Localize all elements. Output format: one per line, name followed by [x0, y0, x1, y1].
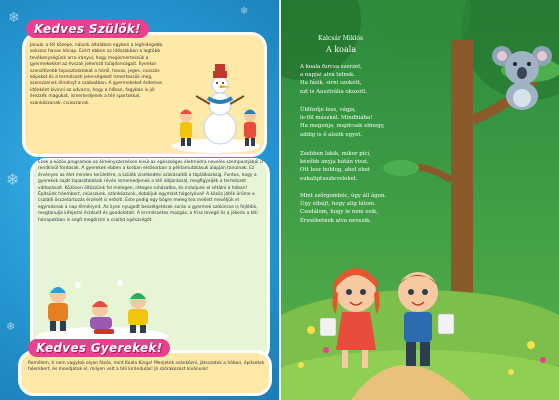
poem-stanza: Üldözője lesz, vágja, le-föl mászkál. Mindhiába! Ha megunja, majdcsak elmegy, addig is ő alszik egyet. — [300, 107, 385, 138]
children-text: Remélem, ti nem vagytok olyan fázós, mint Koala Kinga! Menjetek szánkózni, játsszatok a hóban, építsetek hóembert, és mondjátok el, milyen volt a téli kirándulás! Jó szórakozást kívánunk! — [28, 361, 265, 373]
snowman-children-illustration — [170, 58, 262, 153]
poem-author: Kalcsár Miklós — [318, 35, 364, 42]
poem-stanza: Mint szőrgombóc, úgy áll ágon. Úgy elbújt, hogy alig látom. Csodálom, hogy le nem esik, Érzsébetnek alva nevezik. — [300, 193, 387, 224]
activity-text: Ezek a közös programok az élményszerzésen kívül az egészséges életmódra nevelés szempontjából is rendkívül fontosak. A gyerekek ebben a korban elsősorban a példamutatásuk alapján tanulnak. Ez érvényes az élet minden területére, a szülők viselkedési szokásaitól a táplálkozásig. Fontos, hogy a gyerekek saját tapasztalataik révén ismerkedjenek a téli időjárással, megfigyeljék a természet változásait. Közösen öltözzünk fel melegen, réteges ruházatba, és induljunk el sétálni a hóban! Építsünk hóembert, csússzunk, szánkózzunk, dobáljuk egymást hógolyóval! A közös játék öröme a családi összetartozás érzését is erősíti. Este pedig egy bögre meleg tea mellett meséljük el egymásnak a nap élményeit. Az ilyen nyugodt beszélgetések során a gyermek szókincse is fejlődik, megtanulja kifejezni érzéseit és gondolatait. A természetes mozgás, a friss levegő és a jókedv a téli hónapokban is segít megőrizni a család egészségét. — [38, 160, 264, 223]
children-heading: Kedves Gyerekek! — [28, 339, 170, 357]
koala-illustration — [492, 42, 552, 112]
poem-stanza: A koala furcsa szerzet, a napjai alva telnek. Ha fázik, sírni szokott, ezt is Ausztrália okozott. — [300, 64, 368, 95]
parents-text: Január a tél közepe, nálunk általában egyben a leghidegebb, sokszor havas hónap. Ezért ebben az időszakban a legtöbb tevékenységünk arra irányul, hogy megismertessük a gyermekekkel az évszak jellemző tulajdonságait. Ilyenkor szenzitívebb tapasztalatokat a hóról, havas, jeges, csúszós képeket és a természeti jelenségeket ismertessük meg, szerezzenek élményt a szabadban. A gyermekeket érdemes időnként kivinni az udvarra, hogy a hóban, fagyban is jól érezzék magukat, ismerkedjenek a téli sportokkal, szánkózzanak, csússzanak. — [30, 43, 164, 106]
snowflake-icon: ❄ — [240, 6, 249, 17]
children-playing-illustration — [34, 265, 170, 347]
parents-heading: Kedves Szülők! — [26, 20, 149, 38]
snowflake-icon: ❄ — [6, 320, 16, 333]
snowflake-icon: ❄ — [6, 170, 20, 189]
poem-title: A koala — [326, 45, 357, 54]
poem-stanza: Zsebben lakik, mikor pici, később anyja hátán viszi. Ott lesz boldog, ahol ehet eukaliptuszleveleket. — [300, 151, 371, 182]
snowflake-icon: ❄ — [8, 10, 20, 26]
children-with-bags-illustration — [312, 258, 462, 378]
